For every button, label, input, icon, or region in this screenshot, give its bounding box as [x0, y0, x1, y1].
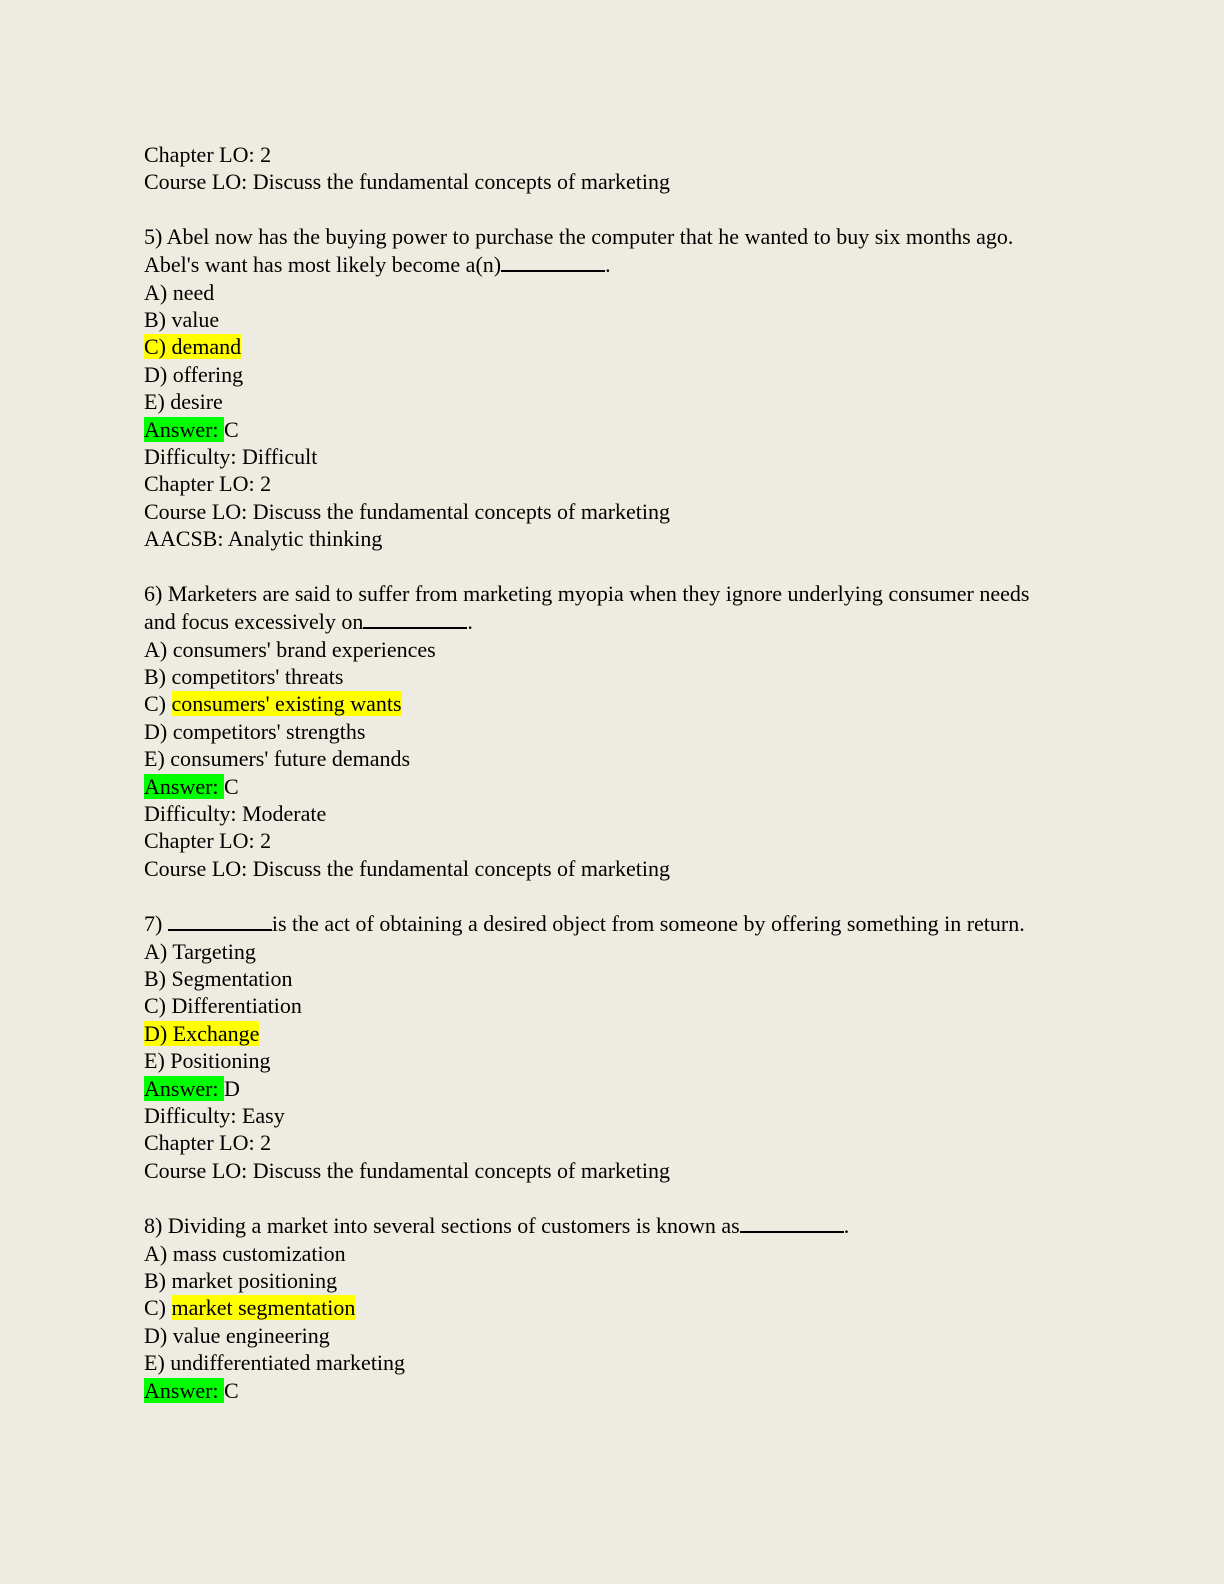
question-stem	[144, 223, 1049, 279]
highlighted-option: market segmentation	[171, 1295, 356, 1321]
option-a: A) Targeting	[144, 938, 256, 964]
course-lo: Course LO: Discuss the fundamental concepts of marketing	[144, 498, 671, 524]
stem-text: 6) Marketers are said to suffer from marketing myopia when they ignore underlying consumer needs and focus excessively on	[144, 580, 1030, 635]
option-c	[144, 1294, 1084, 1321]
answer-line	[144, 1075, 1084, 1102]
option-d	[144, 1020, 1084, 1047]
stem-end: .	[605, 252, 611, 278]
stem-text: is the act of obtaining a desired object from someone by offering something in return.	[271, 911, 1025, 937]
spacer	[144, 553, 1084, 580]
option-e: E) consumers' future demands	[144, 746, 411, 772]
stem-text: 5) Abel now has the buying power to purchase the computer that he wanted to buy six months ago. Abel's want has most likely become a(n)	[144, 223, 1014, 278]
option-e: E) Positioning	[144, 1048, 271, 1074]
option-a: A) mass customization	[144, 1240, 346, 1266]
difficulty: Difficulty: Easy	[144, 1103, 285, 1128]
answer-blank	[501, 250, 605, 272]
course-lo: Course LO: Discuss the fundamental concepts of marketing	[144, 855, 671, 881]
question-5	[144, 223, 1084, 553]
option-c	[144, 333, 1084, 360]
option-b: B) Segmentation	[144, 965, 293, 991]
option-d: D) value engineering	[144, 1322, 330, 1348]
highlighted-option: D) Exchange	[144, 1020, 260, 1046]
stem-text: 8) Dividing a market into several sections of customers is known as	[144, 1213, 740, 1239]
answer-label: Answer:	[144, 416, 225, 442]
option-c-prefix: C)	[144, 1295, 172, 1321]
spacer	[144, 196, 1084, 223]
option-c-prefix: C)	[144, 691, 172, 717]
question-stem	[144, 909, 1049, 937]
answer-value: C	[224, 1377, 239, 1403]
answer-value: D	[224, 1075, 240, 1101]
answer-line	[144, 1377, 1084, 1404]
highlighted-option: C) demand	[144, 334, 242, 360]
answer-value: C	[224, 773, 239, 799]
answer-label: Answer:	[144, 773, 225, 799]
option-b: B) competitors' threats	[144, 663, 344, 689]
question-8	[144, 1211, 1084, 1404]
course-lo: Course LO: Discuss the fundamental concepts of marketing	[144, 1157, 671, 1183]
difficulty: Difficulty: Difficult	[144, 444, 318, 470]
option-e: E) undifferentiated marketing	[144, 1350, 406, 1376]
answer-blank	[168, 909, 272, 931]
option-d: D) competitors' strengths	[144, 718, 366, 744]
spacer	[144, 1184, 1084, 1211]
answer-line	[144, 773, 1084, 800]
question-stem	[144, 580, 1049, 636]
spacer	[144, 882, 1084, 909]
answer-value: C	[224, 416, 239, 442]
option-b: B) market positioning	[144, 1268, 338, 1294]
answer-blank	[363, 607, 467, 629]
course-lo: Course LO: Discuss the fundamental concepts of marketing	[144, 169, 671, 195]
difficulty: Difficulty: Moderate	[144, 800, 327, 826]
option-a: A) consumers' brand experiences	[144, 636, 436, 662]
highlighted-option: consumers' existing wants	[171, 691, 402, 717]
question-stem	[144, 1211, 1049, 1239]
stem-prefix: 7)	[144, 911, 168, 937]
stem-end: .	[843, 1213, 850, 1239]
option-d: D) offering	[144, 361, 244, 387]
answer-line	[144, 416, 1084, 443]
stem-end: .	[467, 609, 473, 635]
option-b: B) value	[144, 307, 220, 333]
option-e: E) desire	[144, 389, 223, 415]
chapter-lo: Chapter LO: 2	[144, 1130, 272, 1156]
answer-label: Answer:	[144, 1377, 225, 1403]
aacsb: AACSB: Analytic thinking	[144, 526, 383, 552]
chapter-lo: Chapter LO: 2	[144, 471, 272, 497]
chapter-lo: Chapter LO: 2	[144, 142, 272, 167]
chapter-lo: Chapter LO: 2	[144, 828, 272, 854]
answer-blank	[740, 1211, 844, 1233]
option-c: C) Differentiation	[144, 993, 302, 1019]
question-6	[144, 580, 1084, 882]
question-7	[144, 909, 1084, 1184]
document-page	[144, 141, 1084, 1404]
option-a: A) need	[144, 279, 215, 305]
option-c	[144, 690, 1084, 717]
answer-label: Answer:	[144, 1075, 225, 1101]
